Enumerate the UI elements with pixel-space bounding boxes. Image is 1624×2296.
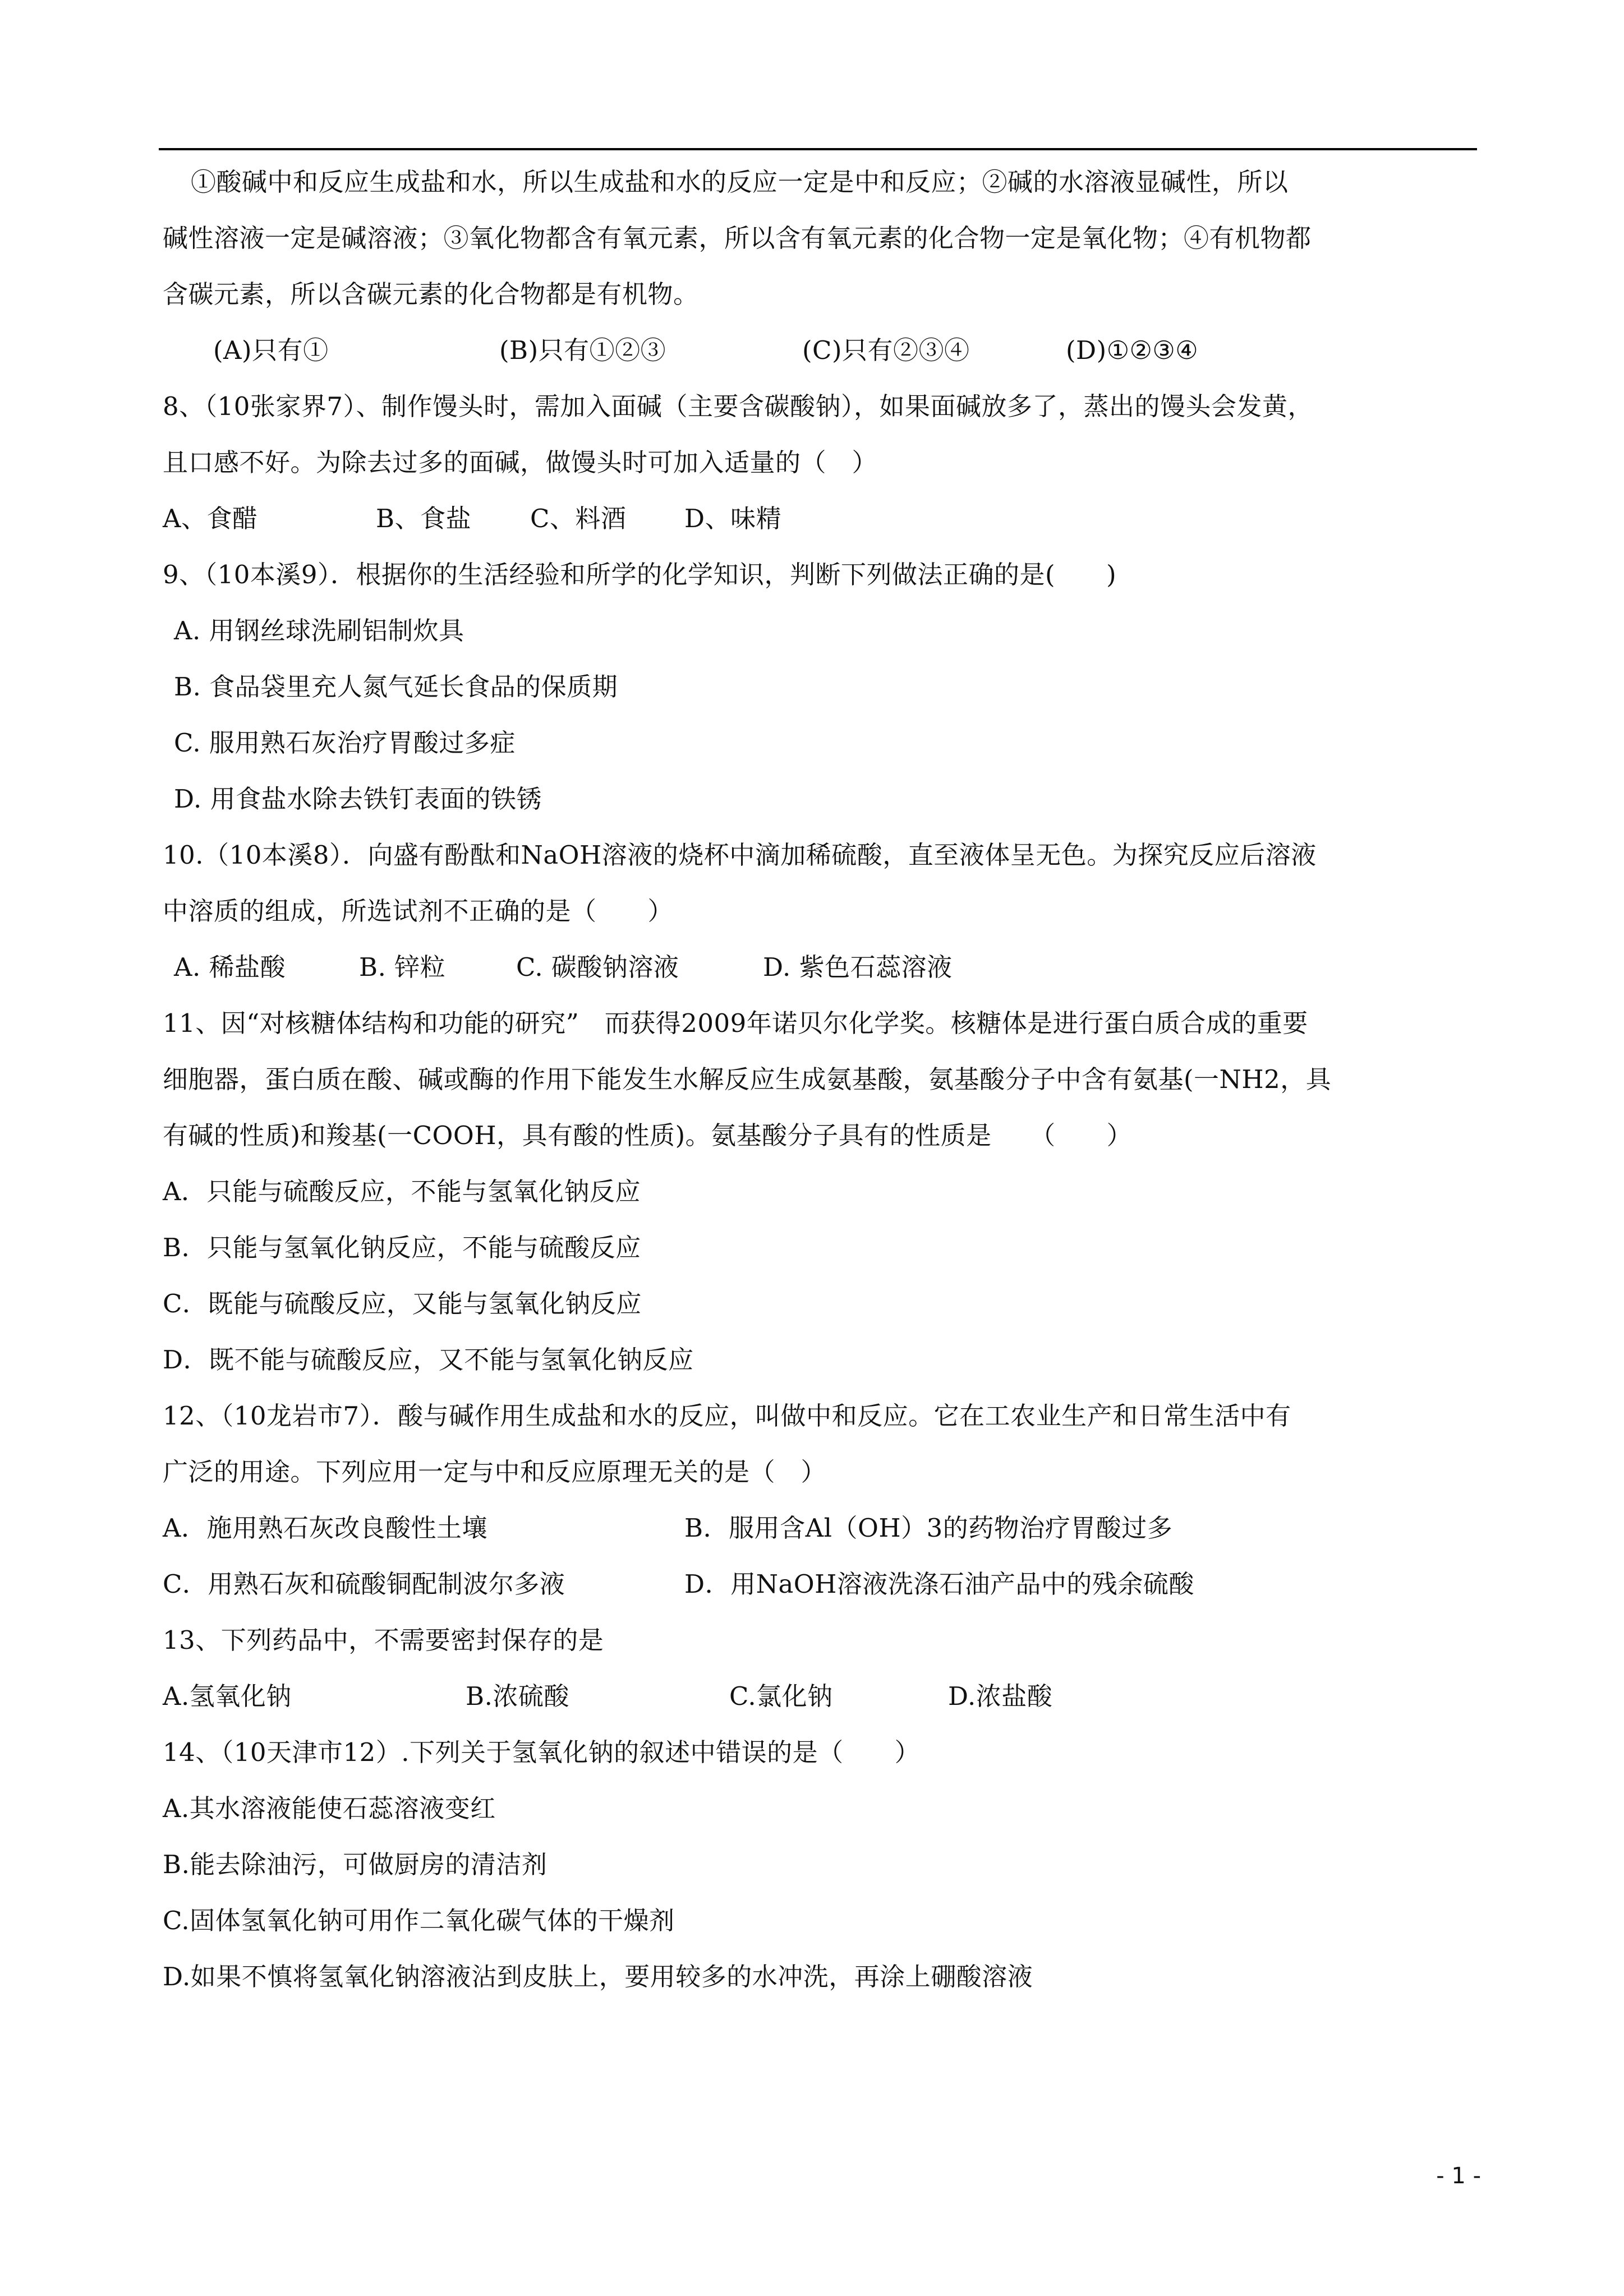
q7-text-line: 碱性溶液一定是碱溶液；③氧化物都含有氧元素，所以含有氧元素的化合物一定是氧化物；④有机物都 — [163, 223, 1312, 253]
q12-options-row — [163, 1556, 1475, 1612]
q9-stem: 9、（10本溪9）．根据你的生活经验和所学的化学知识，判断下列做法正确的是( ) — [163, 560, 1117, 589]
q10-stem-line: 10.（10本溪8）．向盛有酚酞和NaOH溶液的烧杯中滴加稀硫酸，直至液体呈无色。为探究反应后溶液 — [163, 840, 1317, 870]
q13-options — [163, 1668, 1475, 1725]
q7-text-line: ①酸碱中和反应生成盐和水，所以生成盐和水的反应一定是中和反应；②碱的水溶液显碱性，所以 — [191, 167, 1289, 197]
q10-options — [163, 939, 1475, 995]
q13-option-d: D.浓盐酸 — [948, 1681, 1053, 1711]
q11-option-a: A．只能与硫酸反应，不能与氢氧化钠反应 — [163, 1177, 641, 1206]
q12-option-c: C．用熟石灰和硫酸铜配制波尔多液 — [163, 1569, 565, 1599]
q14-option-c: C.固体氢氧化钠可用作二氧化碳气体的干燥剂 — [163, 1906, 675, 1935]
q14-option-b: B.能去除油污，可做厨房的清洁剂 — [163, 1850, 548, 1879]
q13-option-b: B.浓硫酸 — [466, 1681, 569, 1711]
q12-option-b: B．服用含Al（OH）3的药物治疗胃酸过多 — [684, 1513, 1173, 1543]
q7-option-c: (C)只有②③④ — [802, 335, 970, 365]
q10-option-d: D. 紫色石蕊溶液 — [763, 952, 953, 982]
q12-stem-line: 广泛的用途。下列应用一定与中和反应原理无关的是（ ） — [163, 1457, 827, 1487]
q11-stem-line: 细胞器，蛋白质在酸、碱或酶的作用下能发生水解反应生成氨基酸，氨基酸分子中含有氨基(一NH2，具 — [163, 1064, 1332, 1094]
q8-stem-line: 8、（10张家界7）、制作馒头时，需加入面碱（主要含碳酸钠），如果面碱放多了，蒸出的馒头会发黄， — [163, 391, 1314, 421]
q8-stem-line: 且口感不好。为除去过多的面碱，做馒头时可加入适量的（ ） — [163, 448, 878, 477]
page-content — [163, 154, 1475, 2005]
q12-stem-line: 12、（10龙岩市7）．酸与碱作用生成盐和水的反应，叫做中和反应。它在工农业生产和日常生活中有 — [163, 1401, 1291, 1431]
q8-options — [163, 491, 1475, 547]
q7-option-d: (D)①②③④ — [1066, 335, 1199, 365]
q10-option-b: B. 锌粒 — [359, 952, 446, 982]
q11-option-d: D．既不能与硫酸反应，又不能与氢氧化钠反应 — [163, 1345, 694, 1375]
q8-option-c: C、料酒 — [530, 504, 627, 533]
q7-option-a: (A)只有① — [213, 335, 329, 365]
q8-option-a: A、食醋 — [163, 504, 258, 533]
q14-stem: 14、（10天津市12）.下列关于氢氧化钠的叙述中错误的是（ ） — [163, 1737, 921, 1767]
q11-option-c: C．既能与硫酸反应，又能与氢氧化钠反应 — [163, 1289, 642, 1318]
q10-option-c: C. 碳酸钠溶液 — [516, 952, 679, 982]
q7-option-b: (B)只有①②③ — [499, 335, 666, 365]
q10-option-a: A. 稀盐酸 — [174, 952, 286, 982]
q11-stem-line: 11、因“对核糖体结构和功能的研究” 而获得2009年诺贝尔化学奖。核糖体是进行蛋白质合成的重要 — [163, 1008, 1308, 1038]
q13-stem: 13、下列药品中，不需要密封保存的是 — [163, 1625, 604, 1655]
q9-option-d: D. 用食盐水除去铁钉表面的铁锈 — [174, 784, 542, 814]
page-number: - 1 - — [1436, 2163, 1481, 2189]
q12-option-a: A．施用熟石灰改良酸性土壤 — [163, 1513, 487, 1543]
q14-option-a: A.其水溶液能使石蕊溶液变红 — [163, 1794, 496, 1823]
q8-option-b: B、食盐 — [376, 504, 472, 533]
q13-option-a: A.氢氧化钠 — [163, 1681, 292, 1711]
q11-option-b: B．只能与氢氧化钠反应，不能与硫酸反应 — [163, 1233, 641, 1262]
q8-option-d: D、味精 — [684, 504, 782, 533]
q12-options-row — [163, 1500, 1475, 1556]
q10-stem-line: 中溶质的组成，所选试剂不正确的是（ ） — [163, 896, 674, 926]
q9-option-c: C. 服用熟石灰治疗胃酸过多症 — [174, 728, 516, 758]
q9-option-a: A. 用钢丝球洗刷铝制炊具 — [174, 616, 464, 646]
q13-option-c: C.氯化钠 — [729, 1681, 833, 1711]
header-rule — [159, 148, 1477, 150]
q7-text-line: 含碳元素，所以含碳元素的化合物都是有机物。 — [163, 279, 699, 309]
q9-option-b: B. 食品袋里充人氮气延长食品的保质期 — [174, 672, 618, 702]
q14-option-d: D.如果不慎将氢氧化钠溶液沾到皮肤上，要用较多的水冲洗，再涂上硼酸溶液 — [163, 1962, 1033, 1991]
q11-stem-line: 有碱的性质)和羧基(一COOH，具有酸的性质)。氨基酸分子具有的性质是 （ ） — [163, 1121, 1133, 1150]
q12-option-d: D．用NaOH溶液洗涤石油产品中的残余硫酸 — [684, 1569, 1194, 1599]
q7-options — [163, 322, 1475, 379]
